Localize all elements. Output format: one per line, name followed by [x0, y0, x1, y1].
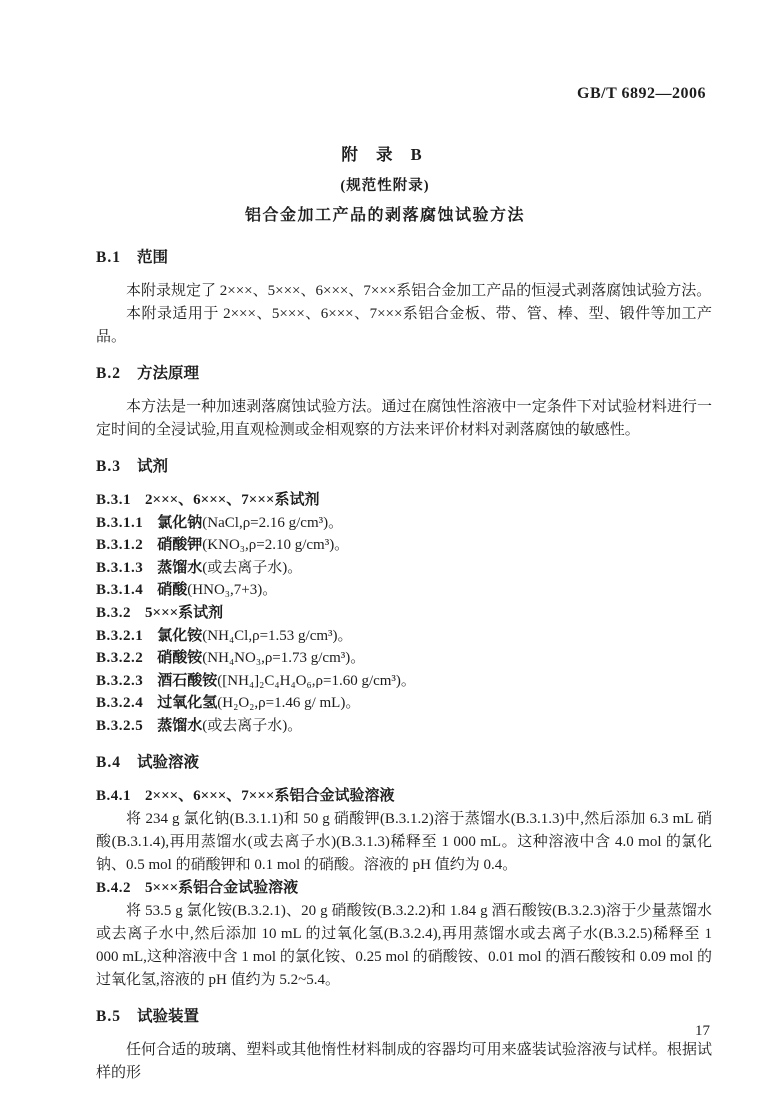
- reagent-detail: (NH₄Cl,ρ=1.53 g/cm³)。: [202, 627, 353, 644]
- clause-number: B.3.1.2: [96, 537, 144, 554]
- section-b4-2-heading: [96, 877, 712, 900]
- document-body: [96, 246, 712, 1085]
- reagent-item: [96, 670, 712, 693]
- appendix-label: 附 录 B: [341, 145, 429, 164]
- reagent-item: [96, 647, 712, 670]
- clause-number: B.3.2.3: [96, 672, 144, 689]
- reagent-name: 酒石酸铵: [157, 672, 218, 689]
- appendix-type-note: (规范性附录): [340, 178, 430, 194]
- section-b1-number: B.1: [96, 249, 121, 266]
- reagent-name: 硝酸: [157, 582, 188, 599]
- clause-number: B.3.1.1: [96, 514, 144, 531]
- clause-number: B.3.2.1: [96, 627, 144, 644]
- reagent-name: 5×××系试剂: [145, 604, 224, 621]
- section-b1-paragraph-1: 本附录规定了 2×××、5×××、6×××、7×××系铝合金加工产品的恒浸式剥落腐蚀试验方法。: [126, 283, 712, 299]
- appendix-name: 铝合金加工产品的剥落腐蚀试验方法: [244, 207, 525, 224]
- reagent-name: 氯化钠: [157, 514, 203, 531]
- section-b1-paragraph-2: 本附录适用于 2×××、5×××、6×××、7×××系铝合金板、带、管、棒、型、锻件等加工产品。: [96, 306, 712, 345]
- section-b4-title: 试验溶液: [136, 753, 199, 771]
- section-b1-heading: [96, 246, 712, 269]
- page-number: 17: [695, 1023, 710, 1039]
- section-b4-2-paragraph: 将 53.5 g 氯化铵(B.3.2.1)、20 g 硝酸铵(B.3.2.2)和 1.84 g 酒石酸铵(B.3.2.3)溶于少量蒸馏水或去离子水中,然后添加 10 mL 的过氧化氢(B.3.2.4),再用蒸馏水或去离子水(B.3.2.5)稀释至 1 000 mL,这种溶液中含 1 mol 的氯化铵、0.25 mol 的硝酸铵、0.01 mol 的酒石酸铵和 0.09 mol 的过氧化氢,溶液的 pH 值约为 5.2~5.4。: [96, 902, 712, 988]
- reagent-detail: (或去离子水)。: [202, 717, 303, 734]
- section-b3-number: B.3: [96, 458, 121, 475]
- reagent-item: [96, 534, 712, 557]
- section-b5-heading: [96, 1005, 712, 1028]
- reagent-item: [96, 557, 712, 580]
- reagent-detail: (HNO₃,7+3)。: [187, 582, 278, 599]
- reagent-detail: ([NH₄]₂C₄H₄O₆,ρ=1.60 g/cm³)。: [217, 672, 416, 689]
- section-b5-paragraph: 任何合适的玻璃、塑料或其他惰性材料制成的容器均可用来盛装试验溶液与试样。根据试样的形: [96, 1041, 712, 1081]
- section-b4-1-heading: [96, 785, 712, 808]
- section-b2-heading: [96, 362, 712, 385]
- reagent-detail: (NaCl,ρ=2.16 g/cm³)。: [202, 514, 344, 531]
- clause-number: B.3.2.4: [96, 695, 144, 712]
- section-b2-paragraph: 本方法是一种加速剥落腐蚀试验方法。通过在腐蚀性溶液中一定条件下对试验材料进行一定时间的全浸试验,用直观检测或金相观察的方法来评价材料对剥落腐蚀的敏感性。: [96, 399, 712, 438]
- reagent-name: 过氧化氢: [157, 695, 218, 712]
- reagent-name: 蒸馏水: [157, 717, 203, 734]
- reagent-detail: (或去离子水)。: [202, 559, 303, 576]
- clause-number: B.3.2.2: [96, 650, 144, 667]
- reagent-name: 硝酸铵: [157, 650, 203, 667]
- section-b5-title: 试验装置: [136, 1007, 199, 1025]
- reagent-name: 硝酸钾: [157, 537, 203, 554]
- reagent-item: [96, 489, 712, 512]
- section-b4-1-title: 2×××、6×××、7×××系铝合金试验溶液: [145, 787, 395, 804]
- section-b2-number: B.2: [96, 365, 121, 382]
- reagent-name: 2×××、6×××、7×××系试剂: [145, 492, 320, 508]
- clause-number: B.3.1.4: [96, 582, 144, 599]
- clause-number: B.3.2.5: [96, 717, 144, 734]
- clause-number: B.3.2: [96, 604, 132, 621]
- reagent-item: [96, 512, 712, 535]
- section-b4-heading: [96, 751, 712, 774]
- section-b3-title: 试剂: [136, 458, 168, 475]
- clause-number: B.3.1: [96, 492, 132, 508]
- section-b1-title: 范围: [136, 249, 168, 266]
- reagent-item: [96, 625, 712, 648]
- reagent-name: 氯化铵: [157, 627, 203, 644]
- reagent-item: [96, 715, 712, 738]
- section-b4-2-number: B.4.2: [96, 879, 132, 896]
- section-b4-1-paragraph: 将 234 g 氯化钠(B.3.1.1)和 50 g 硝酸钾(B.3.1.2)溶于蒸馏水(B.3.1.3)中,然后添加 6.3 mL 硝酸(B.3.1.4),再用蒸馏水(或去离子水)(B.3.1.3)稀释至 1 000 mL。这种溶液中含 4.0 mol 的氯化钠、0.5 mol 的硝酸钾和 0.1 mol 的硝酸。溶液的 pH 值约为 0.4。: [96, 810, 712, 873]
- section-b2-title: 方法原理: [136, 365, 199, 382]
- reagent-detail: (NH₄NO₃,ρ=1.73 g/cm³)。: [202, 650, 366, 667]
- reagent-name: 蒸馏水: [157, 559, 203, 576]
- reagent-item: [96, 602, 712, 625]
- section-b5-number: B.5: [96, 1007, 121, 1025]
- reagent-item: [96, 692, 712, 715]
- reagent-item: [96, 579, 712, 602]
- section-b4-number: B.4: [96, 753, 121, 771]
- standard-number: GB/T 6892—2006: [577, 85, 706, 102]
- section-b3-heading: [96, 455, 712, 478]
- reagent-detail: (KNO₃,ρ=2.10 g/cm³)。: [202, 537, 350, 554]
- clause-number: B.3.1.3: [96, 559, 144, 576]
- section-b4-2-title: 5×××系铝合金试验溶液: [145, 879, 299, 896]
- section-b4-1-number: B.4.1: [96, 787, 132, 804]
- appendix-title-block: [0, 141, 770, 225]
- reagent-detail: (H₂O₂,ρ=1.46 g/ mL)。: [217, 695, 361, 712]
